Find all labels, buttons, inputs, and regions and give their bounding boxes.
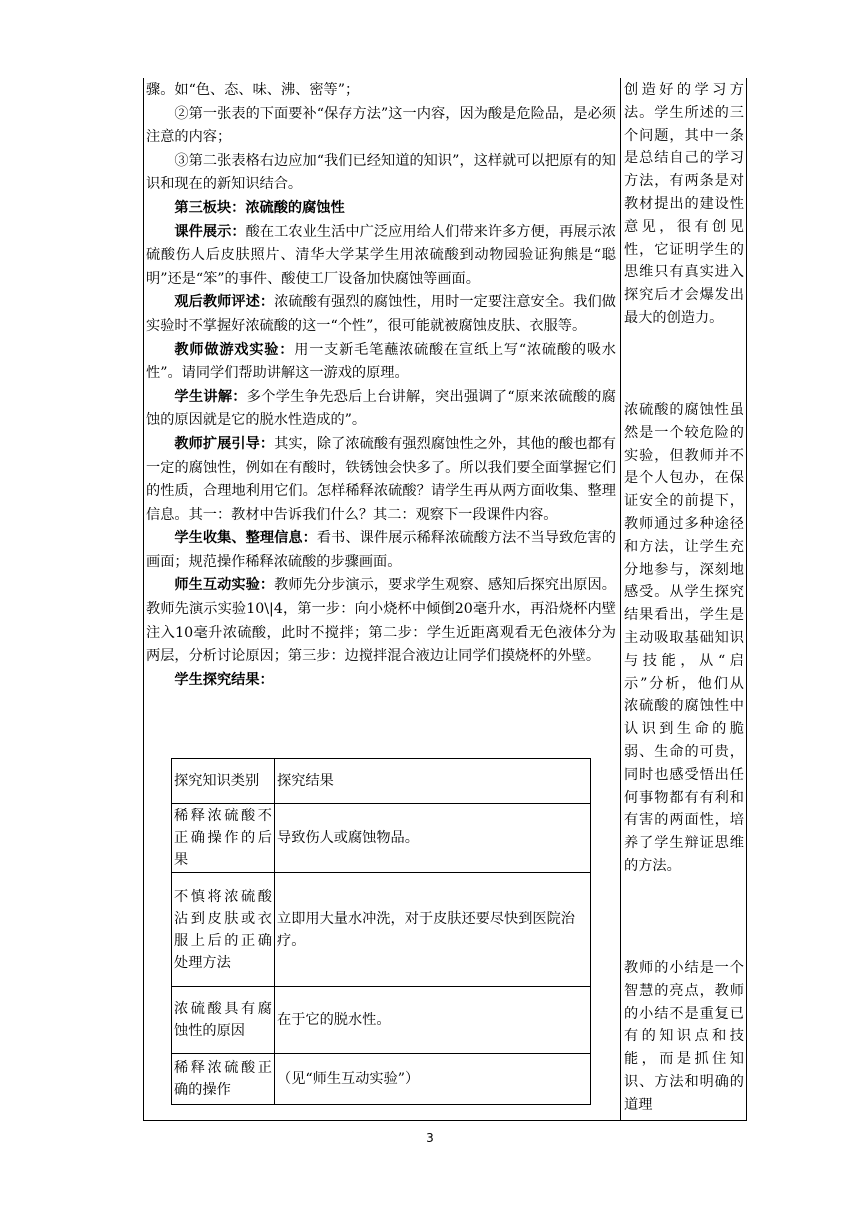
column-divider bbox=[620, 78, 621, 1121]
table-cell-category: 稀释浓硫酸正确的操作 bbox=[172, 1054, 275, 1105]
paragraph-explain bbox=[146, 386, 616, 433]
table-cell-category: 稀释浓硫酸不正确操作的后果 bbox=[172, 804, 275, 873]
game-label: 教师做游戏实验： bbox=[174, 341, 295, 358]
table-cell-result: 立即用大量水冲洗，对于皮肤还要尽快到医院治疗。 bbox=[275, 873, 591, 987]
sidebar-note-summary: 教师的小结是一个智慧的亮点，教师的小结不是重复已有的知识点和技能，而是抓住知识、方法和明确的道理 bbox=[624, 960, 744, 1113]
paragraph-extend bbox=[146, 433, 616, 527]
paragraph-courseware bbox=[146, 221, 616, 292]
interact-text: 教师先分步演示，要求学生观察、感知后探究出原因。教师先演示实验10\|4，第一步：向小烧杯中倾倒20毫升水，再沿烧杯内壁注入10毫升浓硫酸，此时不搅拌；第二步：学生近距离观看无色液体分为两层，分析讨论原因；第三步：边搅拌混合液边让同学们摸烧杯的外壁。 bbox=[146, 577, 616, 665]
collect-label: 学生收集、整理信息： bbox=[174, 530, 317, 547]
sidebar-note-learning-method: 创造好的学习方法。学生所述的三个问题，其中一条是总结自己的学习方法，有两条是对教材提出的建设性意见，很有创见性，它证明学生的思维只有真实进入探究后才会爆发出最大的创造力。 bbox=[624, 82, 744, 326]
explain-label: 学生讲解： bbox=[174, 388, 247, 405]
paragraph-suggestion-3: ③第二张表格右边应加“我们已经知道的知识”，这样就可以把原有的知识和现在的新知识结合。 bbox=[146, 152, 616, 193]
table-cell-category: 不慎将浓硫酸沾到皮肤或衣服上后的正确处理方法 bbox=[172, 873, 275, 987]
sidebar-note-corrosion: 浓硫酸的腐蚀性虽然是一个较危险的实验，但教师并不是个人包办，在保证安全的前提下，教师通过多种途径和方法，让学生充分地参与，深刻地感受。从学生探究结果看出，学生是主动吸取基础知识与技能，从“启示”分析，他们从浓硫酸的腐蚀性中认识到生命的脆弱、生命的可贵，同时也感受悟出任何事物都有有利和有害的两面性，培养了学生辩证思维的方法。 bbox=[624, 402, 744, 874]
page-number: 3 bbox=[426, 1131, 434, 1145]
table-cell-category: 探究知识类别 bbox=[172, 759, 275, 804]
table-cell-result: 探究结果 bbox=[275, 759, 591, 804]
paragraph-interact bbox=[146, 574, 616, 668]
interact-label: 师生互动实验： bbox=[174, 577, 275, 594]
table-row bbox=[172, 987, 591, 1054]
game-text: 用一支新毛笔蘸浓硫酸在宣纸上写“浓硫酸的吸水性”。请同学们帮助讲解这一游戏的原理。 bbox=[146, 341, 616, 382]
courseware-label: 课件展示： bbox=[174, 223, 246, 240]
table-row bbox=[172, 759, 591, 804]
courseware-text: 酸在工农业生活中广泛应用给人们带来许多方便，再展示浓硫酸伤人后皮肤照片、清华大学某学生用浓硫酸到动物园验证狗熊是“聪明”还是“笨”的事件、酸使工厂设备加快腐蚀等画面。 bbox=[146, 223, 616, 287]
review-text: 浓硫酸有强烈的腐蚀性，用时一定要注意安全。我们做实验时不掌握好浓硫酸的这一“个性”，很可能就被腐蚀皮肤、衣服等。 bbox=[146, 294, 616, 334]
results-table bbox=[171, 758, 591, 1105]
table-cell-category: 浓硫酸具有腐蚀性的原因 bbox=[172, 987, 275, 1054]
table-row bbox=[172, 804, 591, 873]
collect-text: 看书、课件展示稀释浓硫酸方法不当导致危害的画面；规范操作稀释浓硫酸的步骤画面。 bbox=[146, 530, 616, 570]
paragraph-collect bbox=[146, 527, 616, 574]
paragraph-game bbox=[146, 339, 616, 386]
review-label: 观后教师评述： bbox=[174, 294, 275, 311]
extend-label: 教师扩展引导： bbox=[174, 435, 275, 452]
table-row bbox=[172, 873, 591, 987]
lesson-main-column bbox=[146, 79, 616, 692]
table-row bbox=[172, 1054, 591, 1105]
paragraph-suggestion-2: ②第一张表的下面要补“保存方法”这一内容，因为酸是危险品，是必须注意的内容； bbox=[146, 105, 616, 146]
paragraph-review bbox=[146, 291, 616, 338]
paragraph-step-end: 骤。如“色、态、味、沸、密等”； bbox=[146, 82, 360, 98]
extend-text: 其实，除了浓硫酸有强烈腐蚀性之外，其他的酸也都有一定的腐蚀性，例如在有酸时，铁锈蚀会快多了。所以我们要全面掌握它们的性质，合理地利用它们。怎样稀释浓硫酸？请学生再从两方面收集、整理信息。其一：教材中告诉我们什么？其二：观察下一段课件内容。 bbox=[146, 435, 616, 523]
table-cell-result: 在于它的脱水性。 bbox=[275, 987, 591, 1054]
section-title: 第三板块：浓硫酸的腐蚀性 bbox=[174, 199, 345, 216]
table-cell-result: （见“师生互动实验”） bbox=[275, 1054, 591, 1105]
explain-text: 多个学生争先恐后上台讲解，突出强调了“原来浓硫酸的腐蚀的原因就是它的脱水性造成的”。 bbox=[146, 388, 616, 429]
table-cell-result: 导致伤人或腐蚀物品。 bbox=[275, 804, 591, 873]
result-heading: 学生探究结果： bbox=[174, 671, 274, 688]
